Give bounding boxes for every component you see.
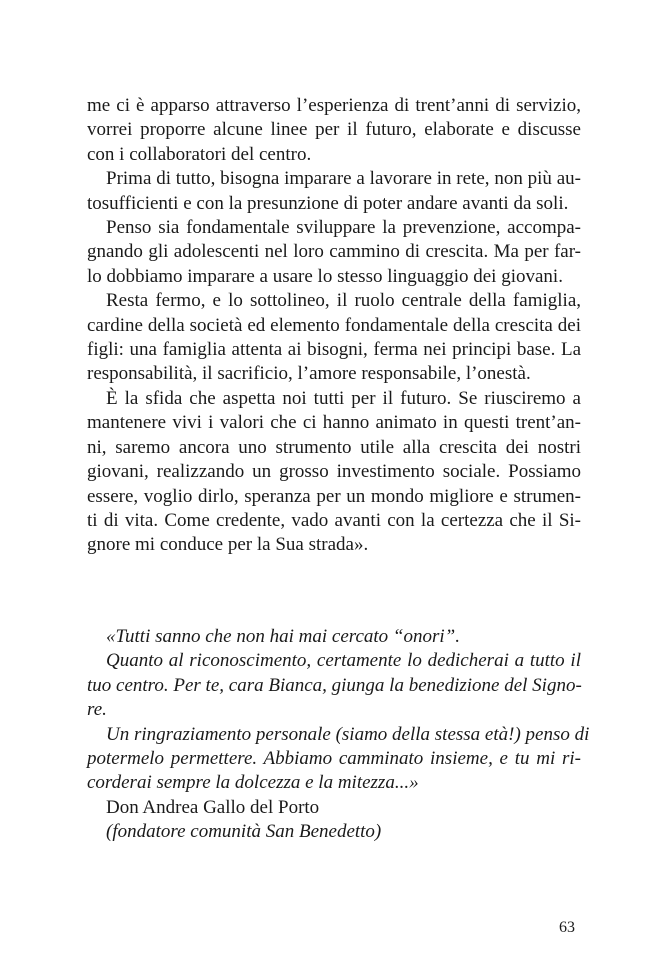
paragraph bbox=[87, 387, 581, 558]
paragraph bbox=[87, 216, 581, 289]
text-line: È la sfida che aspetta noi tutti per il futuro. Se riusciremo a bbox=[106, 387, 581, 409]
paragraph bbox=[87, 167, 581, 216]
text-line: responsabilità, il sacrificio, l’amore responsabile, l’onestà. bbox=[87, 363, 531, 385]
text-line: ti di vita. Come credente, vado avanti con la certezza che il Si- bbox=[87, 509, 581, 531]
quote-author: Don Andrea Gallo del Porto bbox=[106, 796, 320, 818]
text-line: Prima di tutto, bisogna imparare a lavorare in rete, non più au- bbox=[106, 168, 581, 190]
paragraph bbox=[87, 94, 581, 167]
body-text bbox=[87, 94, 581, 558]
text-line: me ci è apparso attraverso l’esperienza di trent’anni di servizio, bbox=[87, 95, 581, 116]
dedication-quote bbox=[87, 625, 590, 845]
text-line: gnore mi conduce per la Sua strada». bbox=[87, 534, 369, 556]
page-number: 63 bbox=[559, 919, 575, 936]
text-line: con i collaboratori del centro. bbox=[87, 143, 312, 165]
text-line: figli: una famiglia attenta ai bisogni, ferma nei principi base. La bbox=[87, 339, 581, 361]
text-line: tosufficienti e con la presunzione di poter andare avanti da soli. bbox=[87, 192, 569, 214]
quote-line: corderai sempre la dolcezza e la mitezza...» bbox=[87, 772, 419, 794]
quote-author-role: (fondatore comunità San Benedetto) bbox=[106, 821, 382, 843]
text-line: ni, saremo ancora uno strumento utile alla crescita dei nostri bbox=[87, 436, 581, 458]
text-line: gnando gli adolescenti nel loro cammino di crescita. Ma per far- bbox=[87, 241, 581, 263]
quote-line: Quanto al riconoscimento, certamente lo dedicherai a tutto il bbox=[106, 650, 581, 672]
quote-line: re. bbox=[87, 699, 107, 721]
quote-line: «Tutti sanno che non hai mai cercato “onori”. bbox=[106, 626, 460, 647]
text-line: cardine della società ed elemento fondamentale della crescita dei bbox=[87, 314, 581, 336]
paragraph bbox=[87, 289, 581, 387]
text-line: vorrei proporre alcune linee per il futuro, elaborate e discusse bbox=[87, 119, 581, 141]
text-line: essere, voglio dirlo, speranza per un mondo migliore e strumen- bbox=[87, 485, 581, 507]
text-line: giovani, realizzando un grosso investimento sociale. Possiamo bbox=[87, 461, 581, 483]
text-line: Resta fermo, e lo sottolineo, il ruolo centrale della famiglia, bbox=[106, 290, 581, 312]
text-line: lo dobbiamo imparare a usare lo stesso linguaggio dei giovani. bbox=[87, 265, 563, 287]
quote-line: potermelo permettere. Abbiamo camminato insieme, e tu mi ri- bbox=[87, 748, 581, 770]
quote-line: Un ringraziamento personale (siamo della stessa età!) penso di bbox=[106, 723, 590, 745]
text-line: mantenere vivi i valori che ci hanno animato in questi trent’an- bbox=[87, 412, 581, 434]
quote-line: tuo centro. Per te, cara Bianca, giunga la benedizione del Signo- bbox=[87, 674, 582, 696]
text-line: Penso sia fondamentale sviluppare la prevenzione, accompa- bbox=[106, 217, 581, 239]
